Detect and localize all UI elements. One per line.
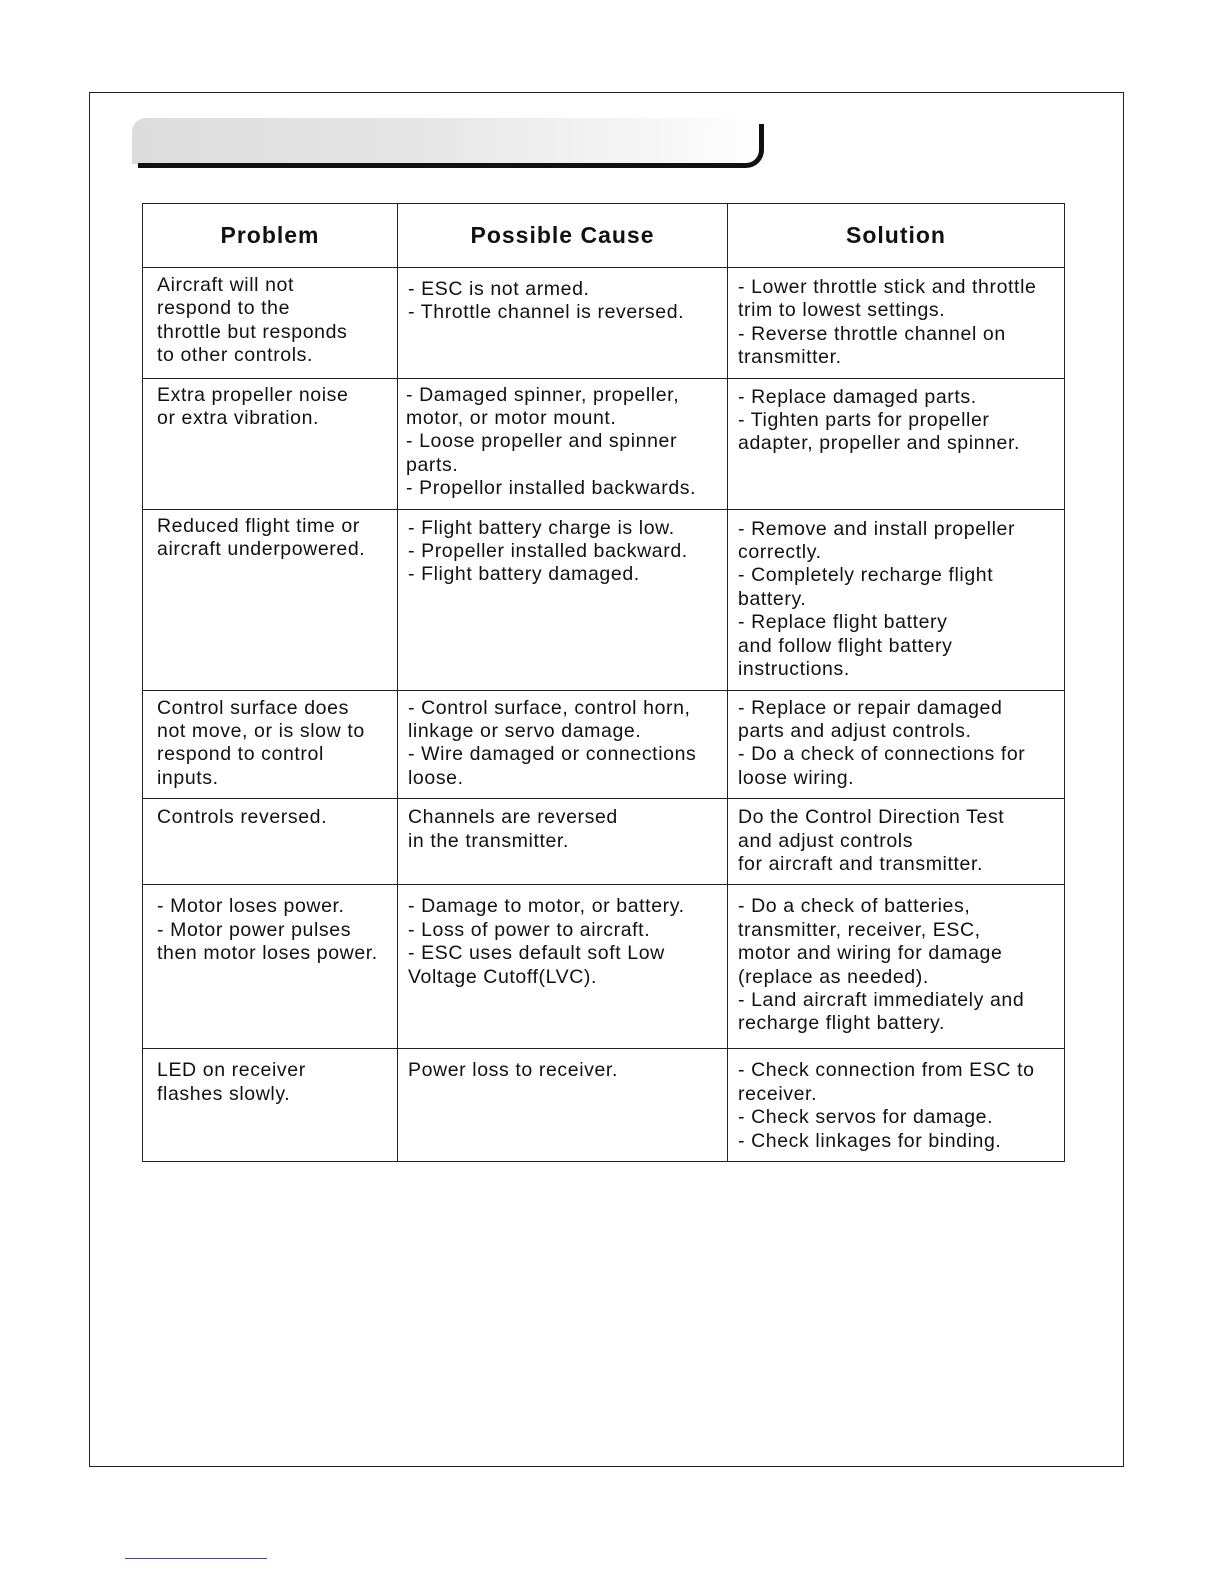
problem-cell: Reduced flight time or aircraft underpowered. (157, 514, 366, 561)
problem-cell: Controls reversed. (157, 806, 328, 829)
solution-cell: - Replace or repair damaged parts and adjust controls. - Do a check of connections for loose wiring. (738, 696, 1026, 789)
header-possible-cause: Possible Cause (398, 204, 728, 268)
footer-link-line (125, 1558, 267, 1559)
solution-cell: - Do a check of batteries, transmitter, receiver, ESC, motor and wiring for damage (replace as needed). - Land aircraft immediately and recharge flight battery. (738, 895, 1025, 1035)
troubleshooting-table (142, 203, 1065, 1162)
table-row (143, 1049, 1065, 1162)
solution-cell: - Remove and install propeller correctly. - Completely recharge flight battery. - Replace flight battery and follow flight battery instructions. (738, 517, 1016, 681)
cause-cell: Power loss to receiver. (408, 1059, 618, 1082)
table-row (143, 799, 1065, 885)
problem-cell: LED on receiver flashes slowly. (157, 1059, 306, 1105)
section-header-underline (138, 124, 764, 168)
table-row (143, 509, 1065, 690)
cause-cell: - Control surface, control horn, linkage or servo damage. - Wire damaged or connections loose. (408, 696, 697, 789)
table-row (143, 378, 1065, 509)
problem-cell: Control surface does not move, or is slow to respond to control inputs. (157, 696, 365, 789)
cause-cell: Channels are reversed in the transmitter. (408, 806, 618, 852)
table-row (143, 885, 1065, 1049)
cause-cell: - Damaged spinner, propeller, motor, or motor mount. - Loose propeller and spinner parts. - Propellor installed backwards. (406, 383, 697, 500)
header-solution: Solution (728, 204, 1065, 268)
problem-cell: Aircraft will not respond to the throttle but responds to other controls. (157, 274, 348, 367)
table-row (143, 690, 1065, 799)
cause-cell: - Flight battery charge is low. - Propeller installed backward. - Flight battery damaged. (408, 516, 688, 586)
solution-cell: Do the Control Direction Test and adjust controls for aircraft and transmitter. (738, 806, 1005, 875)
solution-cell: - Check connection from ESC to receiver. - Check servos for damage. - Check linkages for binding. (738, 1059, 1035, 1152)
problem-cell: - Motor loses power. - Motor power pulses then motor loses power. (157, 895, 378, 965)
cause-cell: - Damage to motor, or battery. - Loss of power to aircraft. - ESC uses default soft Low Voltage Cutoff(LVC). (408, 895, 685, 988)
header-problem: Problem (143, 204, 398, 268)
table-header-row (143, 204, 1065, 268)
solution-cell: - Replace damaged parts. - Tighten parts for propeller adapter, propeller and spinner. (738, 385, 1021, 455)
cause-cell: - ESC is not armed. - Throttle channel is reversed. (408, 278, 685, 324)
table-row (143, 268, 1065, 379)
solution-cell: - Lower throttle stick and throttle trim to lowest settings. - Reverse throttle channel on transmitter. (738, 276, 1037, 369)
problem-cell: Extra propeller noise or extra vibration. (157, 383, 349, 430)
